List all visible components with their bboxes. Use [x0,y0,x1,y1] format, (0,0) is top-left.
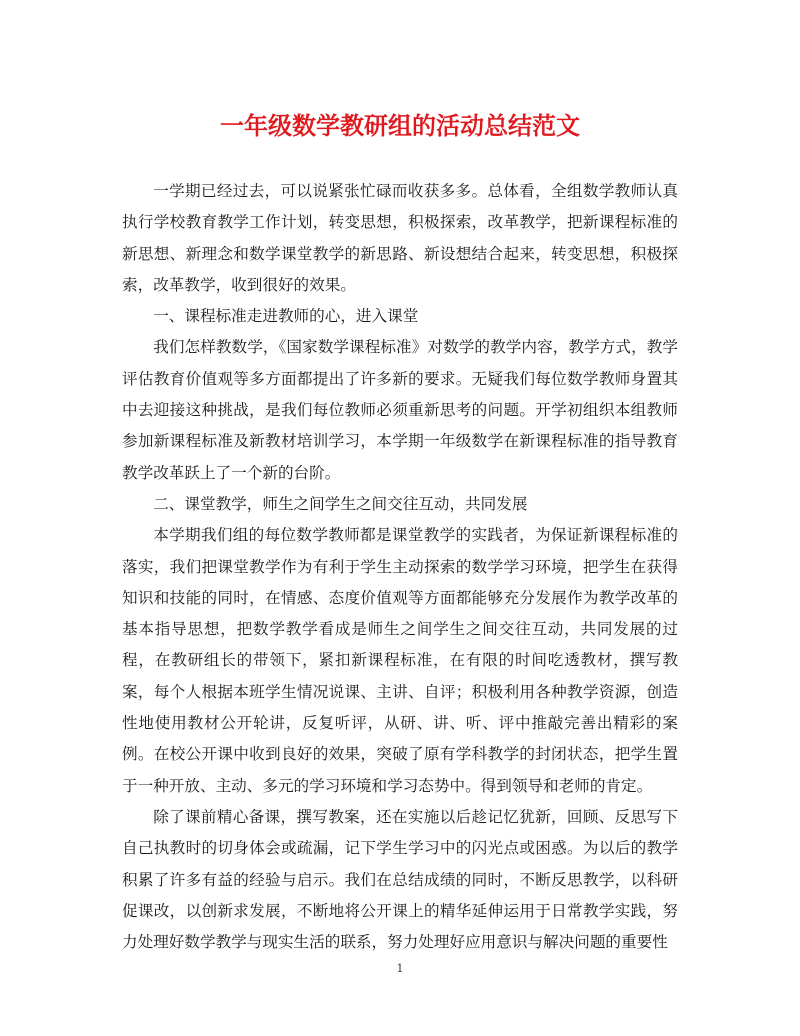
intro-paragraph: 一学期已经过去，可以说紧张忙碌而收获多多。总体看，全组数学教师认真执行学校教育教学工作计划，转变思想，积极探索，改革教学，把新课程标准的新思想、新理念和数学课堂教学的新思路、新设想结合起来，转变思想，积极探索，改革教学，收到很好的效果。 [122,182,678,294]
section-2-paragraph-2: 除了课前精心备课，撰写教案，还在实施以后趁记忆犹新，回顾、反思写下自己执教时的切身体会或疏漏，记下学生学习中的闪光点或困惑。为以后的教学积累了许多有益的经验与启示。我们在总结成绩的同时，不断反思教学，以科研促课改，以创新求发展，不断地将公开课上的精华延伸运用于日常教学实践，努力处理好数学教学与现实生活的联系，努力处理好应用意识与解决问题的重要性 [122,807,678,952]
document-title: 一年级数学教研组的活动总结范文 [220,111,580,140]
section-heading-1: 一、课程标准走进教师的心，进入课堂 [153,307,419,326]
document-body [122,176,678,958]
section-2-paragraph-1: 本学期我们组的每位数学教师都是课堂教学的实践者，为保证新课程标准的落实，我们把课堂教学作为有利于学生主动探索的数学学习环境，把学生在获得知识和技能的同时，在情感、态度价值观等方面都能够充分发展作为教学改革的基本指导思想，把数学教学看成是师生之间学生之间交往互动，共同发展的过程，在教研组长的带领下，紧扣新课程标准，在有限的时间吃透教材，撰写教案，每个人根据本班学生情况说课、主讲、自评；积极利用各种教学资源，创造性地使用教材公开轮讲，反复听评，从研、讲、听、评中推敲完善出精彩的案例。在校公开课中收到良好的效果，突破了原有学科教学的封闭状态，把学生置于一种开放、主动、多元的学习环境和学习态势中。得到领导和老师的肯定。 [122,526,678,795]
page-number: 1 [396,962,404,975]
section-heading-2: 二、课堂教学，师生之间学生之间交往互动，共同发展 [153,494,528,513]
section-1-paragraph: 我们怎样教数学，《国家数学课程标准》对数学的教学内容，教学方式，教学评估教育价值观等多方面都提出了许多新的要求。无疑我们每位数学教师身置其中去迎接这种挑战，是我们每位教师必须重新思考的问题。开学初组织本组教师参加新课程标准及新教材培训学习，本学期一年级数学在新课程标准的指导教育教学改革跃上了一个新的台阶。 [122,338,678,482]
